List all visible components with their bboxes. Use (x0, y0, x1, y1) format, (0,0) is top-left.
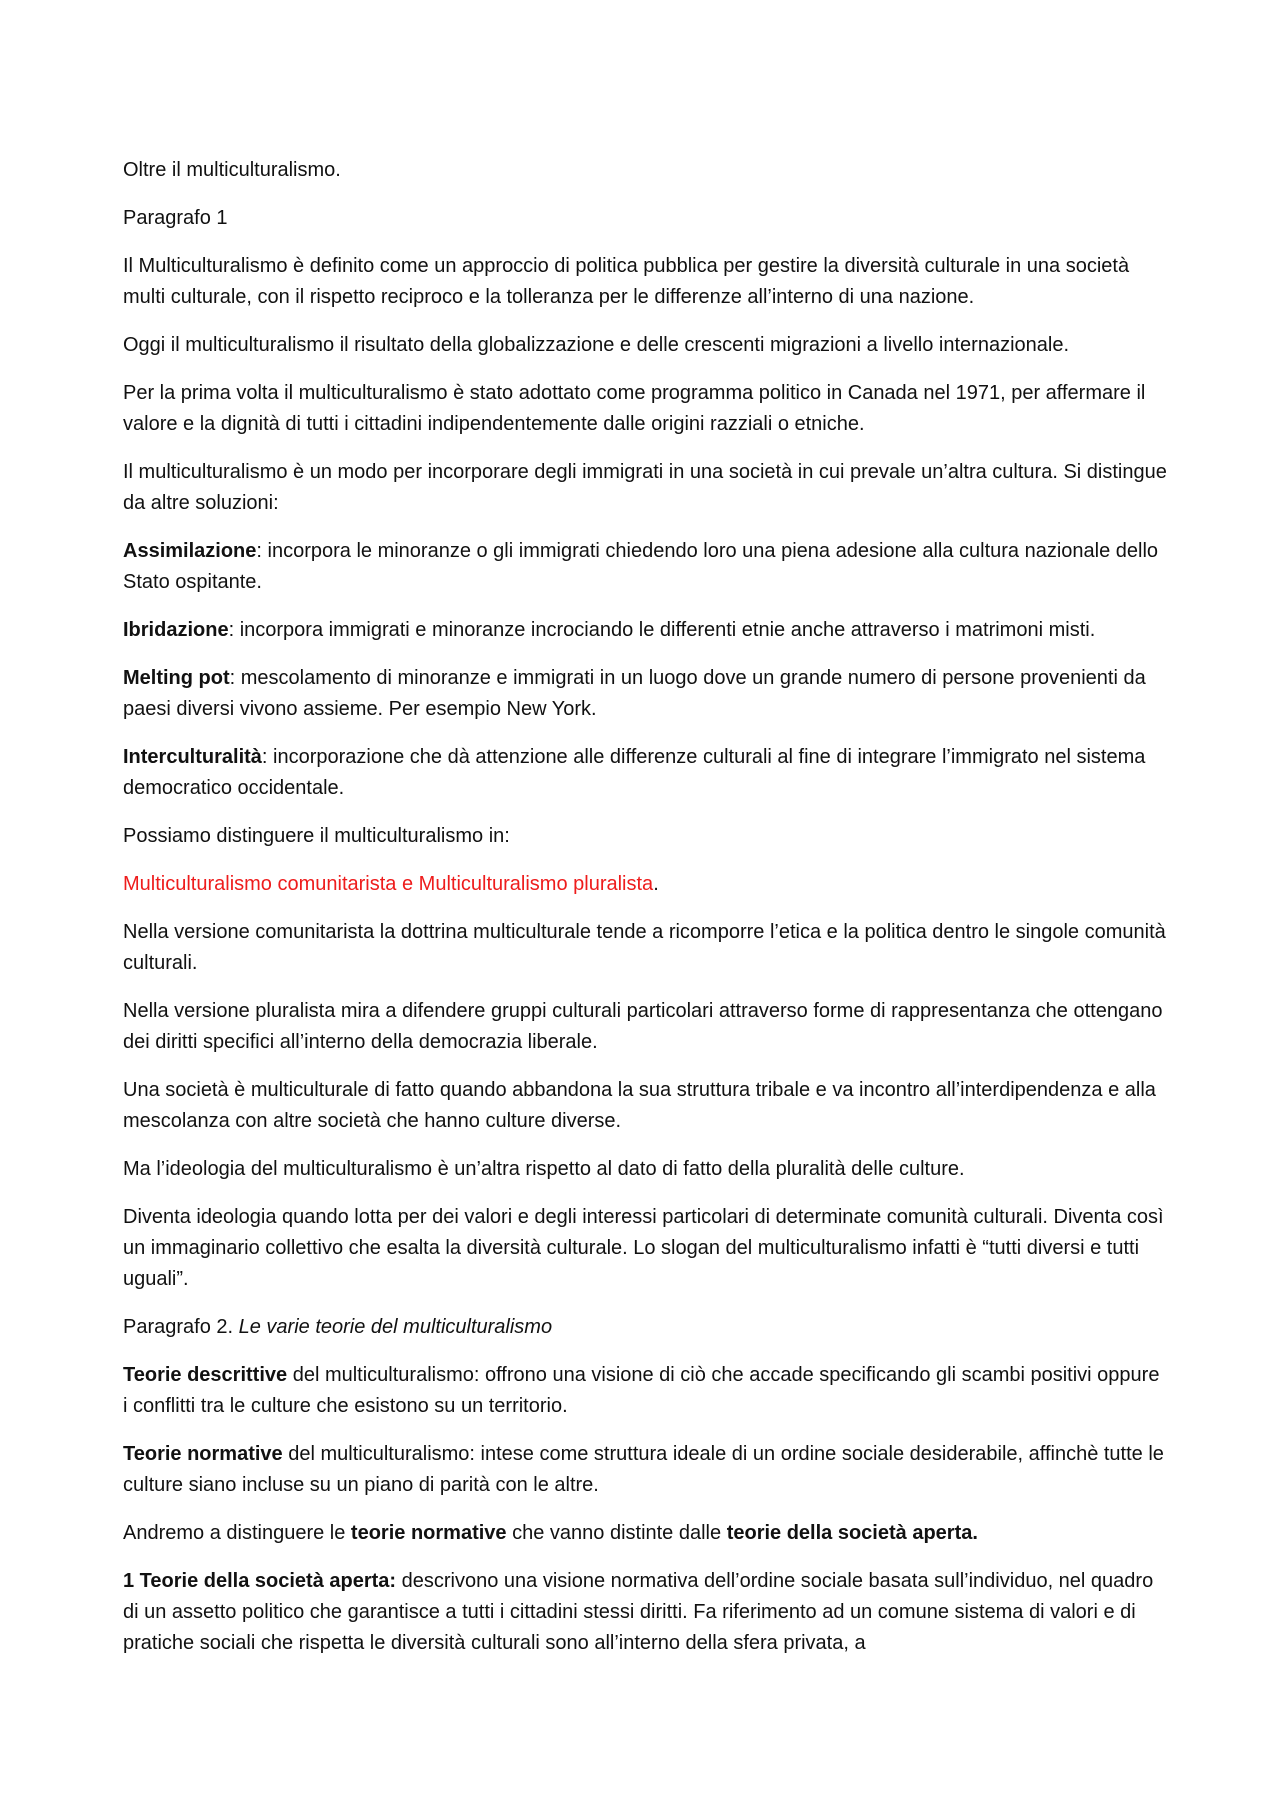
paragraph-definition: Il Multiculturalismo è definito come un approccio di politica pubblica per gestire la diversità culturale in una società multi culturale, con il rispetto reciproco e la tolleranza per le differenze all’interno di una nazione. (123, 255, 1130, 308)
dist-c: che vanno distinte dalle (506, 1522, 727, 1544)
paragraph-comunitarista: Nella versione comunitarista la dottrina multiculturale tende a ricomporre l’etica e la politica dentro le singole comunità culturali. (123, 921, 1166, 974)
paragraph-canada: Per la prima volta il multiculturalismo è stato adottato come programma politico in Canada nel 1971, per affermare il valore e la dignità di tutti i cittadini indipendentemente dalle origini razziali o etniche. (123, 382, 1146, 435)
paragraph-ideologia: Ma l’ideologia del multiculturalismo è un’altra rispetto al dato di fatto della pluralità delle culture. (123, 1158, 965, 1180)
text-societa-aperta: descrivono una visione normativa dell’ordine sociale basata sull’individuo, nel quadro di un assetto politico che garantisce a tutti i cittadini stessi diritti. Fa riferimento ad un comune sistema di valori e di pratiche sociali che rispetta le diversità culturali sono all’interno della sfera privata, a (123, 1570, 1154, 1654)
dist-d: teorie della società aperta. (726, 1522, 978, 1544)
term-assimilazione: Assimilazione (123, 540, 257, 562)
paragraph-pluralista: Nella versione pluralista mira a difendere gruppi culturali particolari attraverso forme di rappresentanza che ottengano dei diritti specifici all’interno della democrazia liberale. (123, 1000, 1163, 1053)
paragraph-globalization: Oggi il multiculturalismo il risultato della globalizzazione e delle crescenti migrazioni a livello internazionale. (123, 334, 1070, 356)
highlighted-types: Multiculturalismo comunitarista e Multiculturalismo pluralista (123, 873, 654, 895)
paragraph-2-heading (123, 1312, 1168, 1343)
dist-a: Andremo a distinguere le (123, 1522, 351, 1544)
paragraph-distinguish: Possiamo distinguere il multiculturalismo in: (123, 825, 510, 847)
term-teorie-normative: Teorie normative (123, 1443, 283, 1465)
text-ibridazione: : incorpora immigrati e minoranze incrociando le differenti etnie anche attraverso i matrimoni misti. (228, 619, 1096, 641)
document-title: Oltre il multiculturalismo. (123, 159, 341, 181)
paragraph-1-heading: Paragrafo 1 (123, 207, 228, 229)
text-interculturalita: : incorporazione che dà attenzione alle differenze culturali al fine di integrare l’immigrato nel sistema democratico occidentale. (123, 746, 1146, 799)
paragraph-interculturalita (123, 742, 1168, 804)
text-assimilazione: : incorpora le minoranze o gli immigrati chiedendo loro una piena adesione alla cultura nazionale dello Stato ospitante. (123, 540, 1159, 593)
paragraph-2-label: Paragrafo 2. (123, 1316, 239, 1338)
text-teorie-normative: del multiculturalismo: intese come struttura ideale di un ordine sociale desiderabile, affinchè tutte le culture siano incluse su un piano di parità con le altre. (123, 1443, 1164, 1496)
paragraph-di-fatto: Una società è multiculturale di fatto quando abbandona la sua struttura tribale e va incontro all’interdipendenza e alla mescolanza con altre società che hanno culture diverse. (123, 1079, 1156, 1132)
document-page (123, 155, 1168, 1676)
paragraph-societa-aperta (123, 1566, 1168, 1659)
text-melting-pot: : mescolamento di minoranze e immigrati in un luogo dove un grande numero di persone provenienti da paesi diversi vivono assieme. Per esempio New York. (123, 667, 1146, 720)
term-ibridazione: Ibridazione (123, 619, 229, 641)
dist-b: teorie normative (350, 1522, 507, 1544)
types-period: . (653, 873, 659, 895)
paragraph-incorporation: Il multiculturalismo è un modo per incorporare degli immigrati in una società in cui prevale un’altra cultura. Si distingue da altre soluzioni: (123, 461, 1167, 514)
paragraph-melting-pot (123, 663, 1168, 725)
paragraph-assimilazione (123, 536, 1168, 598)
paragraph-types (123, 869, 1168, 900)
term-melting-pot: Melting pot (123, 667, 230, 689)
paragraph-ibridazione (123, 615, 1168, 646)
term-societa-aperta: 1 Teorie della società aperta: (123, 1570, 397, 1592)
paragraph-distinguere-teorie (123, 1518, 1168, 1549)
term-teorie-descrittive: Teorie descrittive (123, 1364, 288, 1386)
text-teorie-descrittive: del multiculturalismo: offrono una visione di ciò che accade specificando gli scambi positivi oppure i conflitti tra le culture che esistono su un territorio. (123, 1364, 1160, 1417)
paragraph-slogan: Diventa ideologia quando lotta per dei valori e degli interessi particolari di determinate comunità culturali. Diventa così un immaginario collettivo che esalta la diversità culturale. Lo slogan del multiculturalismo infatti è “tutti diversi e tutti uguali”. (123, 1206, 1164, 1290)
paragraph-teorie-normative (123, 1439, 1168, 1501)
term-interculturalita: Interculturalità (123, 746, 262, 768)
paragraph-teorie-descrittive (123, 1360, 1168, 1422)
paragraph-2-title: Le varie teorie del multiculturalismo (238, 1316, 553, 1338)
